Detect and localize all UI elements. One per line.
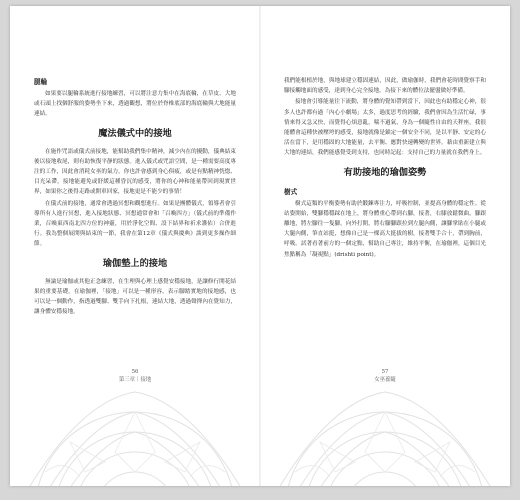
section-label-tree-pose: 樹式	[284, 187, 298, 196]
left-page-body	[34, 76, 236, 318]
paragraph: 接地會引導能量往下流動，將身體的覺知帶到當下，因此也有助穩定心神，很多人也許都有過「內心小劇場」太多，過度思考的經驗，我們會因為生活忙碌，事情來得又急又快，而覺得心煩意亂，喘不過氣，身為一個隨性自由的天秤座，我很能體會這種快被壓垮的感受，接地就像是錨定一個安全不同，是以平靜、安定的心活在當下，是用穩固的大地能量，去平衡、應對快速轉變的世界。藉由重新建立與大地的連結，我們能感覺受到支持，也同時記起：支持自己的力量就在我們身上。	[284, 99, 486, 157]
heading-ritual-grounding: 魔法儀式中的接地	[98, 127, 172, 139]
paragraph: 在儀式前的接地，通常會透過冥想和觀想進行。如果是團體儀式，領導者會引導所有人進行冥想，進入接地狀態、冥想通常會和「召喚四方」（儀式前的準備作業，召喚東西南北四方位的神靈，用於淨化空間、設下結界和祈求護佑）合併進行。我為整個展開與結束的一節，我會在第12章《儀式與慶典》談到更多操作細節。	[34, 200, 236, 248]
heading-grounding-yoga-poses: 有助接地的瑜伽姿勢	[343, 166, 427, 178]
paragraph: 如果要以腿輪系統進行接地練習，可以將注意力集中在海底輪，在草皮、大地或石頭上找個舒服的姿勢坐下來，透過觀想，將位於脊椎底部的海底輪與大地能量連結。	[34, 91, 236, 118]
left-page	[10, 6, 260, 486]
paragraph: 無論是瑜伽或其他正念練習，在生理與心理上感覺安穩接地，是讓修行開花結果的重要基礎。在瑜伽裡，「接地」可以是一種形容，表示腳踏實地的接地感，也可以是一個動作，指透過雙腳、雙手向下扎根，連結大地，透過聲擇內在覺知力，讓身體安穩接地。	[34, 278, 236, 316]
book-spread	[10, 6, 510, 486]
right-page	[260, 6, 510, 486]
heading-yoga-mat-grounding: 瑜伽墊上的接地	[102, 257, 168, 269]
left-page-footer	[10, 368, 260, 384]
running-footer-title: 第三章｜接地	[118, 377, 152, 383]
page-number: 56	[131, 369, 139, 375]
paragraph: 我們能根植於地，與地球建立穩固連結，因此，做瑜伽時，我們會花時間覺察手和腳接觸地面的感受，達到身心完全接地，為接下來的體位法擺盪做好準備。	[284, 78, 486, 95]
right-page-footer	[260, 368, 510, 384]
page-number: 57	[381, 369, 389, 375]
section-label-chakra: 腿輪	[34, 78, 48, 86]
right-page-body	[284, 76, 486, 261]
running-footer-title: 女巫養隨	[374, 377, 396, 383]
paragraph: 在施作咒語或儀式前接地，能幫助我們集中精神，減少內在的擾動，儀典結束後以接地收尾，則有助恢復平靜的狀態。進入儀式或咒語空間，是一種需要高度專注的工作，因此會消耗女巫的氣力，你也許會感到身心俱疲，或是有點精神恍惚、目光呆滯，接地能避免或舒緩這種昏沉的感受，將你的心神和能量帶回到現實世界，如果你之後得走路或開車回家，接地更是不能少的事情！	[34, 148, 236, 196]
paragraph: 樹式這類的平衡姿勢有助於鍛鍊專注力，呼吸控制，並提高身體的穩定性。從站姿開始，雙腳穩穩踩在地上，將身體重心帶到右腳，接著，右膝放鬆微曲，腳跟離地，將左腳往一隻腳，向外打開，將右腳腳跟拉到左腿內側，讓腳掌貼在小腿或大腿內側，筆直站挺，想像自己是一棵高大挺拔的樹，接著雙手合十，帶到胸前，呼吸。試著看著前方的一個定點，幫助自己專注，維持平衡，在瑜伽裡，這個目光焦點稱為「凝視點」(drishti point)。	[284, 200, 486, 258]
